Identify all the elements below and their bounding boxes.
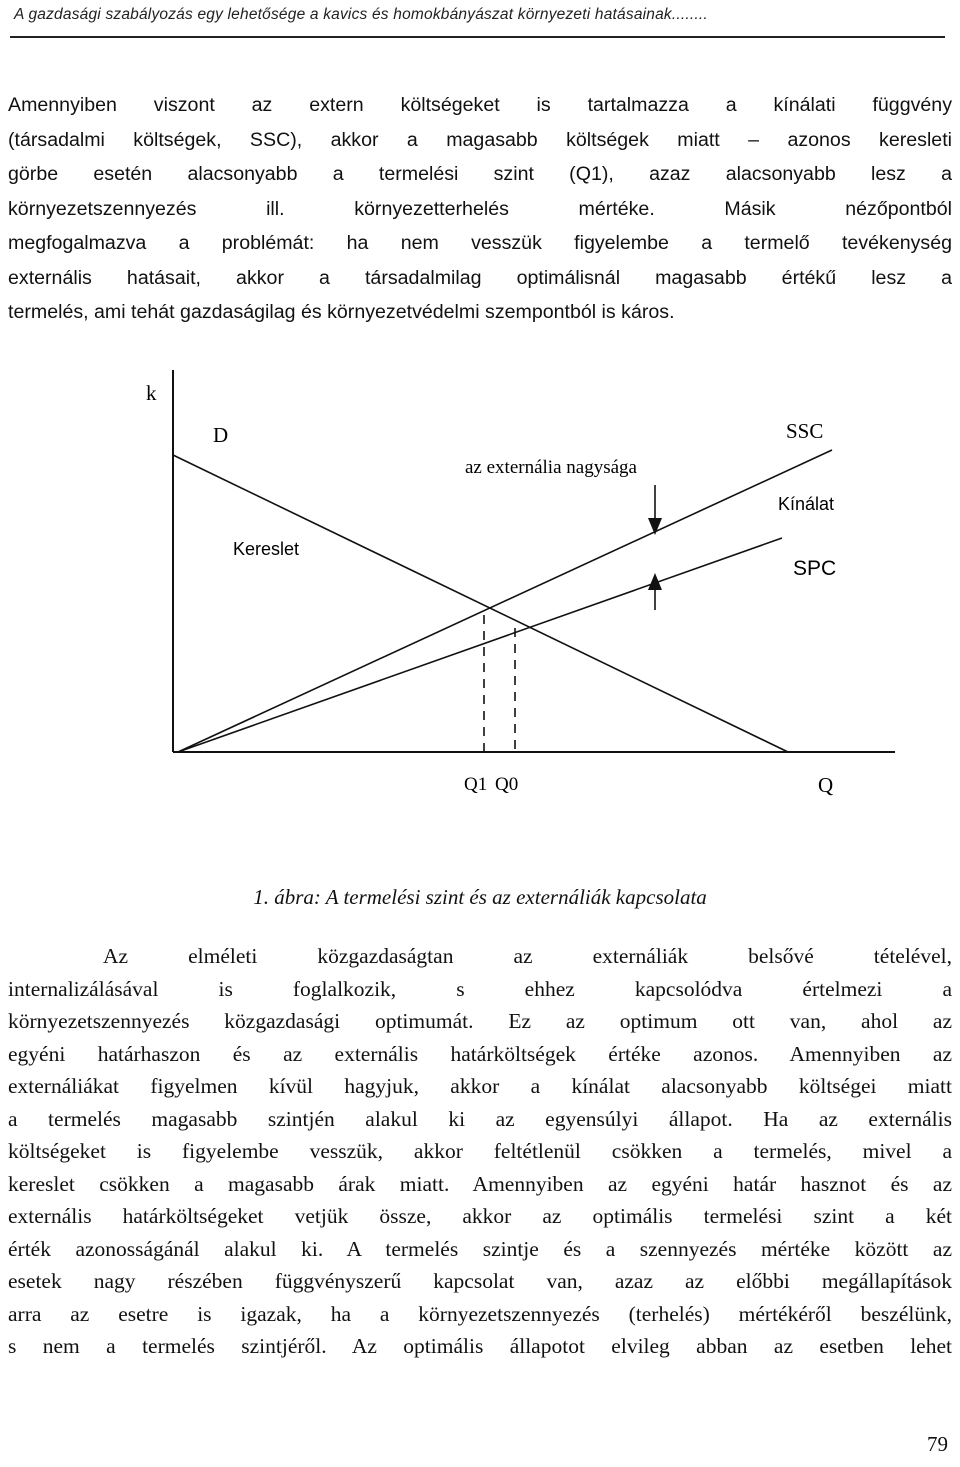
supply-label: Kínálat <box>778 494 835 514</box>
text-line: internalizálásával is foglalkozik, s ehhez kapcsolódva értelmezi a <box>8 976 952 1001</box>
figure-diagram <box>0 360 960 840</box>
text-line: egyéni határhaszon és az externális határköltségek értéke azonos. Amennyiben az <box>8 1041 952 1066</box>
text-line: görbe esetén alacsonyabb a termelési szint (Q1), azaz alacsonyabb lesz a <box>8 163 952 185</box>
arrow-down-icon <box>648 485 662 535</box>
demand-curve <box>173 455 788 752</box>
caption-text: A termelési szint és az externáliák kapcsolata <box>320 885 707 909</box>
q0-label: Q0 <box>495 774 519 795</box>
text-line: Amennyiben viszont az extern költségeket is tartalmazza a kínálati függvény <box>8 94 952 116</box>
q1-label: Q1 <box>464 774 488 795</box>
text-line: kereslet csökken a magasabb árak miatt. Amennyiben az egyéni határ hasznot és az <box>8 1171 952 1196</box>
text-line: érték azonosságánál alakul ki. A termelés szintje és a szennyezés mértéke között az <box>8 1236 952 1261</box>
ssc-label: SSC <box>786 419 824 443</box>
text-line: költségeket is figyelembe vesszük, akkor feltétlenül csökken a termelés, mivel a <box>8 1139 952 1163</box>
text-line: (társadalmi költségek, SSC), akkor a magasabb költségek miatt – azonos keresleti <box>8 128 952 151</box>
text-line: környezetszennyezés ill. környezetterhelés mértéke. Másik nézőpontból <box>8 197 952 220</box>
spc-label: SPC <box>793 557 837 580</box>
text-line: esetek nagy részében függvényszerű kapcsolat van, azaz az előbbi megállapítások <box>8 1269 952 1293</box>
supply-demand-figure <box>0 360 960 840</box>
paragraph-main <box>8 940 952 1363</box>
x-axis-label: Q <box>818 773 834 797</box>
running-header: A gazdasági szabályozás egy lehetősége a kavics és homokbányászat környezeti hatásainak........ <box>14 6 708 23</box>
text-line: externális hatásait, akkor a társadalmilag optimálisnál magasabb értékű lesz a <box>8 266 952 289</box>
figure-caption <box>0 885 960 910</box>
demand-letter-label: D <box>213 423 229 447</box>
externality-label: az externália nagysága <box>465 457 637 478</box>
demand-label: Kereslet <box>233 539 300 559</box>
text-line: externáliákat figyelmen kívül hagyjuk, akkor a kínálat alacsonyabb költségei miatt <box>8 1074 952 1098</box>
paragraph-intro <box>8 88 952 330</box>
text-line: a termelés magasabb szintjén alakul ki az egyensúlyi állapot. Ha az externális <box>8 1106 952 1131</box>
ssc-curve <box>178 450 835 752</box>
caption-number: 1. ábra: <box>253 885 321 909</box>
text-line: környezetszennyezés közgazdasági optimumát. Ez az optimum ott van, ahol az <box>8 1009 952 1033</box>
header-rule <box>10 36 945 38</box>
text-line: Az elméleti közgazdaságtan az externáliák belsővé tételével, <box>103 944 952 968</box>
text-line: megfogalmazva a problémát: ha nem vesszük figyelembe a termelő tevékenység <box>8 232 952 254</box>
text-line: externális határköltségeket vetjük össze, akkor az optimális termelési szint a két <box>8 1204 952 1228</box>
text-line: s nem a termelés szintjéről. Az optimális állapotot elvileg abban az esetben lehet <box>8 1334 952 1358</box>
text-line: arra az esetre is igazak, ha a környezetszennyezés (terhelés) mértékéről beszélünk, <box>8 1301 952 1326</box>
y-axis-label: k <box>146 381 157 405</box>
text-line: termelés, ami tehát gazdaságilag és környezetvédelmi szempontból is káros. <box>8 301 675 323</box>
page-number: 79 <box>927 1432 948 1456</box>
spc-curve <box>178 538 782 752</box>
arrow-up-icon <box>648 573 662 610</box>
